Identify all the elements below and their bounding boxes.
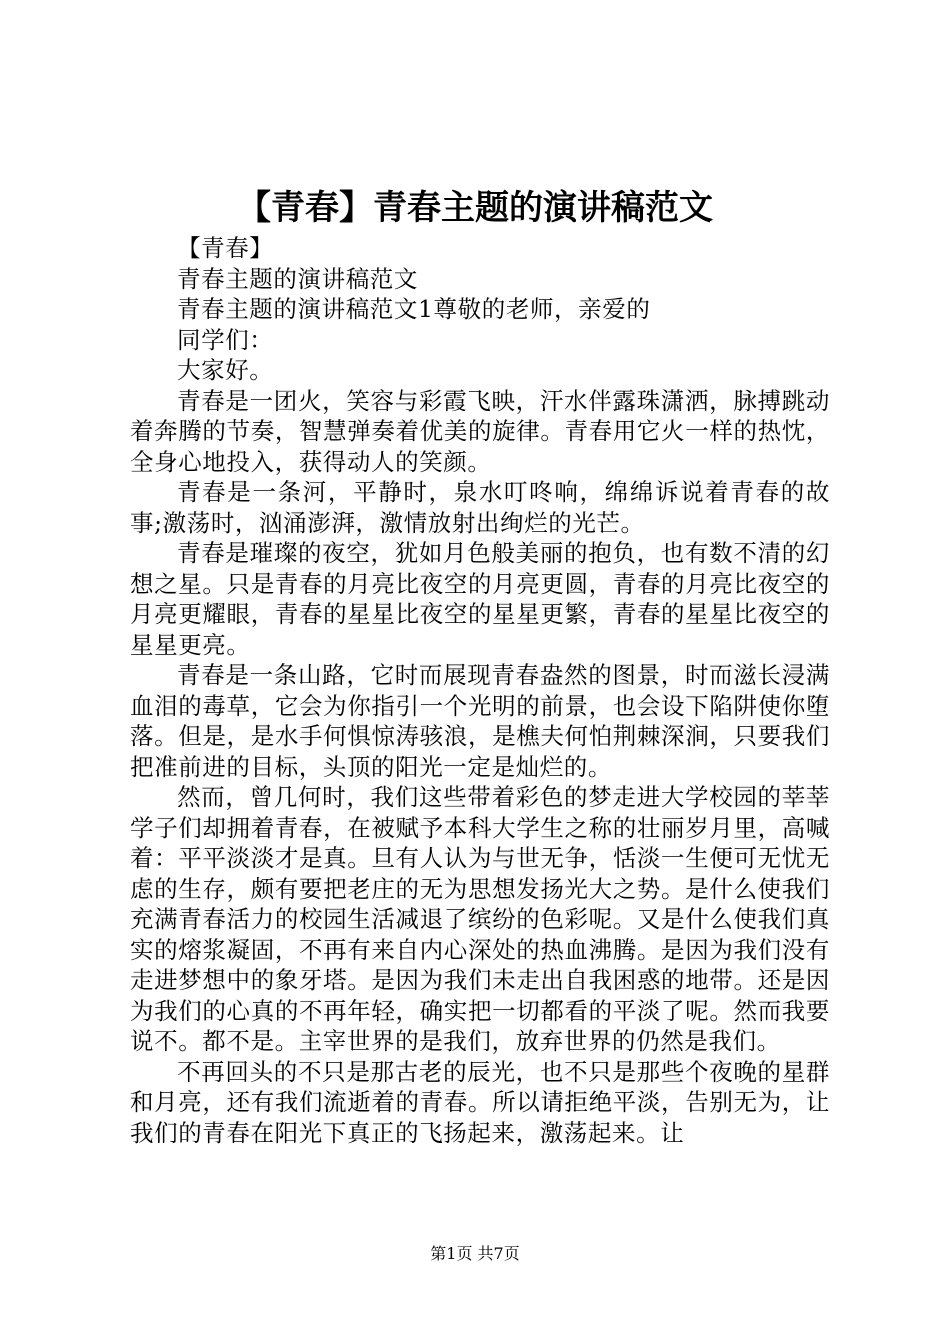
body-paragraph: 青春是璀璨的夜空，犹如月色般美丽的抱负，也有数不清的幻想之星。只是青春的月亮比夜空的月亮更圆，青春的月亮比夜空的月亮更耀眼，青春的星星比夜空的星星更繁，青春的星星比夜空的星星更亮。 — [130, 539, 830, 659]
header-line-tag: 【青春】 — [177, 234, 274, 262]
body-paragraph: 然而，曾几何时，我们这些带着彩色的梦走进大学校园的莘莘学子们却拥着青春，在被赋予本科大学生之称的壮丽岁月里，高喊着：平平淡淡才是真。旦有人认为与世无争，恬淡一生便可无忧无虑的生存，颇有要把老庄的无为思想发扬光大之势。是什么使我们充满青春活力的校园生活减退了缤纷的色彩呢。又是什么使我们真实的熔浆凝固，不再有来自内心深处的热血沸腾。是因为我们没有走进梦想中的象牙塔。是因为我们未走出自我困惑的地带。还是因为我们的心真的不再年轻，确实把一切都看的平淡了呢。然而我要说不。都不是。主宰世界的是我们，放弃世界的仍然是我们。 — [130, 783, 830, 1055]
body-paragraph: 不再回头的不只是那古老的辰光，也不只是那些个夜晚的星群和月亮，还有我们流逝着的青春。所以请拒绝平淡，告别无为，让我们的青春在阳光下真正的飞扬起来，激荡起来。让 — [130, 1057, 830, 1147]
header-line-classmates: 同学们： — [177, 325, 274, 354]
document-body — [130, 233, 830, 1148]
body-paragraph: 青春是一条山路，它时而展现青春盎然的图景，时而滋长浸满血泪的毒草，它会为你指引一个光明的前景，也会设下陷阱使你堕落。但是，是水手何惧惊涛骇浪，是樵夫何怕荆棘深涧，只要我们把准前进的目标，头顶的阳光一定是灿烂的。 — [130, 661, 830, 781]
document-title: 【青春】青春主题的演讲稿范文 — [237, 188, 713, 228]
body-paragraph: 青春是一条河，平静时，泉水叮咚响，绵绵诉说着青春的故事;激荡时，汹涌澎湃，激情放射出绚烂的光芒。 — [130, 478, 830, 537]
header-line-subtitle: 青春主题的演讲稿范文 — [177, 264, 418, 293]
header-line-greeting: 大家好。 — [177, 356, 274, 384]
page-footer: 第1页 共7页 — [430, 1244, 520, 1263]
body-paragraph: 青春是一团火，笑容与彩霞飞映，汗水伴露珠潇洒，脉搏跳动着奔腾的节奏，智慧弹奏着优美的旋律。青春用它火一样的热忱，全身心地投入，获得动人的笑颜。 — [130, 386, 830, 476]
header-line-salutation: 青春主题的演讲稿范文1尊敬的老师，亲爱的 — [177, 295, 651, 323]
